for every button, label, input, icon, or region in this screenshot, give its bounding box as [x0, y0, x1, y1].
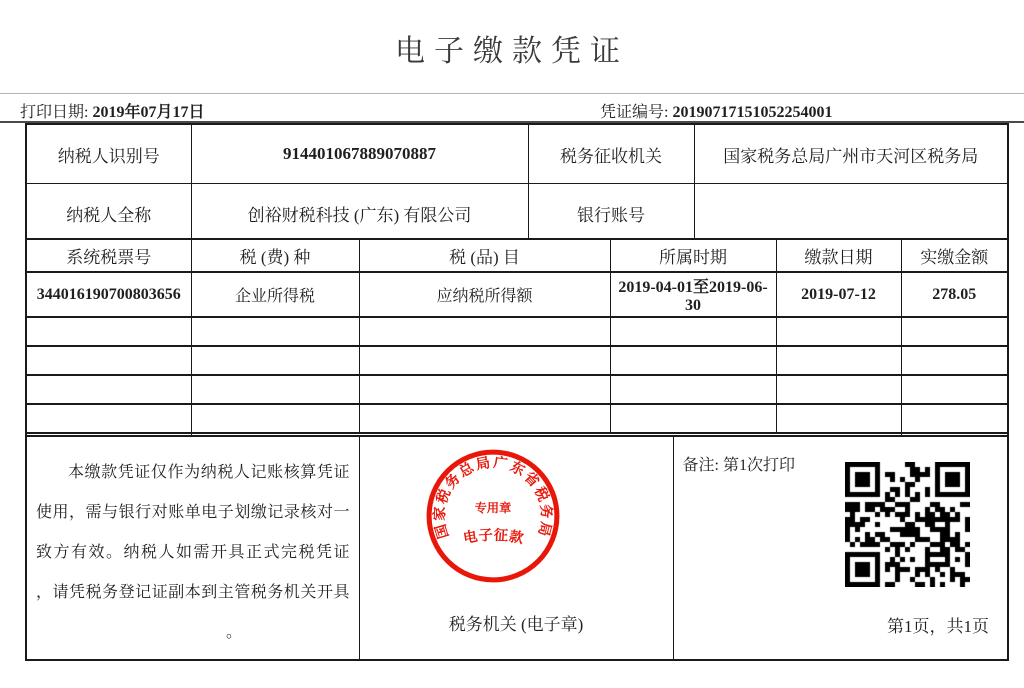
tax-authority-label: 税务征收机关	[528, 124, 694, 184]
empty-row	[26, 375, 1008, 404]
table-row	[26, 184, 1008, 244]
top-divider	[0, 93, 1024, 94]
usage-note	[26, 436, 359, 660]
bank-account-value	[694, 184, 1008, 244]
note-line: 。	[226, 624, 243, 641]
empty-row	[26, 346, 1008, 375]
bank-account-label: 银行账号	[528, 184, 694, 244]
tax-bureau-seal	[422, 445, 564, 587]
ticket-no-value: 344016190700803656	[26, 272, 191, 317]
amount-value: 278.05	[901, 272, 1008, 317]
period-value: 2019-04-01至2019-06-30	[610, 272, 776, 317]
print-date	[20, 99, 204, 122]
seal-ring-text: 国家税务总局广东省税务局	[432, 454, 555, 541]
remark-text: 备注: 第1次打印	[682, 457, 795, 474]
empty-row	[26, 317, 1008, 346]
col-header-tax-item: 税 (品) 目	[359, 239, 610, 272]
detail-data-row	[26, 272, 1008, 317]
seal-center-text: 专用章	[474, 500, 512, 515]
note-line: 本缴款凭证仅作为纳税人记账核算凭证	[68, 464, 350, 481]
print-date-label: 打印日期:	[20, 104, 93, 121]
empty-row	[26, 404, 1008, 433]
tax-item-value: 应纳税所得额	[359, 272, 610, 317]
pay-date-value: 2019-07-12	[776, 272, 901, 317]
note-line: 致方有效。纳税人如需开具正式完税凭证	[36, 544, 350, 561]
voucher-number	[600, 99, 832, 122]
seal-caption: 税务机关 (电子章)	[448, 615, 584, 634]
taxpayer-name-label: 纳税人全称	[26, 184, 191, 244]
col-header-amount: 实缴金额	[901, 239, 1008, 272]
note-line: ，请凭税务登记证副本到主管税务机关开具	[36, 584, 350, 601]
voucher-number-label: 凭证编号:	[600, 104, 673, 121]
col-header-tax-type: 税 (费) 种	[191, 239, 359, 272]
taxpayer-id-label: 纳税人识别号	[26, 124, 191, 184]
note-line: 使用，需与银行对账单电子划缴记录核对一	[36, 504, 350, 521]
tax-type-value: 企业所得税	[191, 272, 359, 317]
seal-bottom-text: 电子征款	[462, 527, 525, 548]
taxpayer-info-table	[25, 123, 1009, 244]
table-row	[26, 124, 1008, 184]
tax-authority-value: 国家税务总局广州市天河区税务局	[694, 124, 1008, 184]
print-date-value: 2019年07月17日	[92, 104, 205, 121]
qr-code	[845, 462, 970, 587]
col-header-pay-date: 缴款日期	[776, 239, 901, 272]
voucher-number-value: 20190717151052254001	[672, 104, 833, 121]
taxpayer-name-value: 创裕财税科技 (广东) 有限公司	[191, 184, 528, 244]
tax-detail-table	[25, 238, 1009, 467]
taxpayer-id-value: 914401067889070887	[191, 124, 528, 184]
col-header-ticket-no: 系统税票号	[26, 239, 191, 272]
page-title: 电子缴款凭证	[395, 35, 629, 68]
detail-header-row	[26, 239, 1008, 272]
page-indicator: 第1页，共1页	[887, 617, 989, 636]
col-header-period: 所属时期	[610, 239, 776, 272]
